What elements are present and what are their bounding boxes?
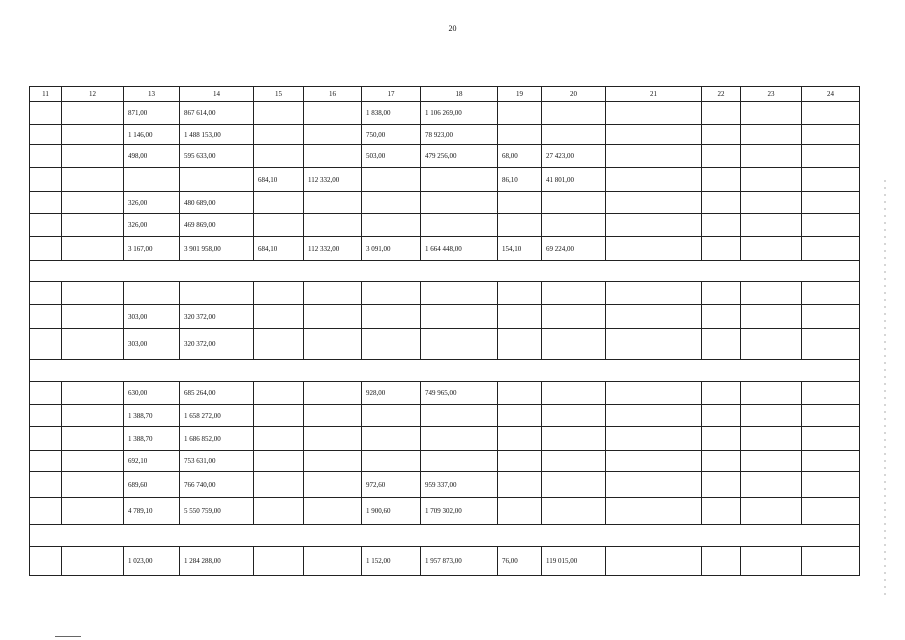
table-cell [30, 498, 62, 525]
table-cell: 689,60 [124, 472, 180, 498]
table-cell [606, 498, 702, 525]
table-cell [542, 427, 606, 451]
table-cell [498, 305, 542, 329]
table-cell [606, 472, 702, 498]
table-cell [62, 102, 124, 125]
table-cell [498, 329, 542, 360]
table-cell [702, 214, 741, 237]
table-cell [606, 305, 702, 329]
table-cell [542, 451, 606, 472]
table-cell [606, 282, 702, 305]
table-cell: 972,60 [362, 472, 421, 498]
table-cell [606, 214, 702, 237]
table-cell [254, 329, 304, 360]
table-cell: 119 015,00 [542, 547, 606, 576]
table-cell [741, 237, 802, 261]
table-cell: 78 923,00 [421, 125, 498, 145]
table-cell [421, 427, 498, 451]
table-cell [802, 145, 860, 168]
table-row [30, 282, 860, 305]
table-cell: 112 332,00 [304, 237, 362, 261]
column-number-header: 23 [741, 87, 802, 102]
table-cell [62, 427, 124, 451]
table-cell [702, 125, 741, 145]
table-cell [702, 427, 741, 451]
table-cell [702, 382, 741, 405]
table-cell [741, 125, 802, 145]
table-cell [62, 282, 124, 305]
table-cell [421, 282, 498, 305]
table-row [30, 237, 860, 261]
table-cell: 479 256,00 [421, 145, 498, 168]
table-cell [421, 192, 498, 214]
table-row [30, 451, 860, 472]
table-cell [702, 451, 741, 472]
table-cell [362, 329, 421, 360]
table-cell [30, 102, 62, 125]
table-cell: 503,00 [362, 145, 421, 168]
table-cell [62, 472, 124, 498]
table-cell [498, 427, 542, 451]
table-cell: 749 965,00 [421, 382, 498, 405]
table-cell [30, 145, 62, 168]
table-cell: 1 106 269,00 [421, 102, 498, 125]
column-number-header: 17 [362, 87, 421, 102]
table-cell [498, 102, 542, 125]
table-cell: 3 167,00 [124, 237, 180, 261]
table-cell: 928,00 [362, 382, 421, 405]
table-cell [498, 214, 542, 237]
table-cell: 303,00 [124, 305, 180, 329]
table-cell [304, 547, 362, 576]
table-cell [741, 427, 802, 451]
table-cell [741, 451, 802, 472]
table-cell [304, 382, 362, 405]
table-row [30, 427, 860, 451]
table-cell [498, 382, 542, 405]
table-cell [606, 192, 702, 214]
table-cell [702, 102, 741, 125]
column-number-header: 19 [498, 87, 542, 102]
table-cell [542, 498, 606, 525]
table-cell [62, 125, 124, 145]
table-cell [542, 102, 606, 125]
table-cell [741, 282, 802, 305]
table-cell [702, 282, 741, 305]
table-cell [254, 282, 304, 305]
table-cell [254, 451, 304, 472]
table-cell [30, 192, 62, 214]
table-cell [702, 329, 741, 360]
table-cell [606, 405, 702, 427]
table-cell [802, 214, 860, 237]
table-cell [421, 168, 498, 192]
table-cell [802, 472, 860, 498]
table-cell [421, 305, 498, 329]
table-cell [304, 305, 362, 329]
table-cell [254, 405, 304, 427]
table-cell: 469 869,00 [180, 214, 254, 237]
table-row [30, 547, 860, 576]
table-cell [542, 472, 606, 498]
table-cell [62, 214, 124, 237]
page-number: 20 [448, 24, 457, 33]
table-cell [741, 305, 802, 329]
table-cell: 303,00 [124, 329, 180, 360]
table-cell [304, 405, 362, 427]
table-cell: 959 337,00 [421, 472, 498, 498]
table-cell: 498,00 [124, 145, 180, 168]
table-cell [62, 192, 124, 214]
table-cell [254, 102, 304, 125]
table-cell [254, 145, 304, 168]
table-cell [606, 125, 702, 145]
table-cell [304, 498, 362, 525]
table-cell [30, 382, 62, 405]
table-cell [802, 168, 860, 192]
table-cell [741, 168, 802, 192]
table-cell [802, 498, 860, 525]
table-cell: 1 284 288,00 [180, 547, 254, 576]
table-cell [30, 405, 62, 427]
table-cell [542, 305, 606, 329]
table-cell: 154,10 [498, 237, 542, 261]
table-cell [606, 168, 702, 192]
table-cell [802, 382, 860, 405]
table-cell [304, 472, 362, 498]
table-cell [421, 451, 498, 472]
table-cell [741, 145, 802, 168]
table-cell [362, 451, 421, 472]
table-cell [802, 329, 860, 360]
table-cell [498, 125, 542, 145]
table-cell [254, 214, 304, 237]
table-cell [498, 405, 542, 427]
column-number-header: 13 [124, 87, 180, 102]
table-cell [741, 547, 802, 576]
table-cell: 1 709 302,00 [421, 498, 498, 525]
table-cell [62, 498, 124, 525]
table-row [30, 382, 860, 405]
table-cell [606, 427, 702, 451]
table-cell: 685 264,00 [180, 382, 254, 405]
table-cell [741, 214, 802, 237]
table-cell [62, 329, 124, 360]
table-cell [30, 125, 62, 145]
table-cell [542, 382, 606, 405]
column-number-header: 16 [304, 87, 362, 102]
table-cell [62, 405, 124, 427]
table-cell [741, 382, 802, 405]
table-cell: 3 091,00 [362, 237, 421, 261]
table-row [30, 192, 860, 214]
table-cell: 595 633,00 [180, 145, 254, 168]
table-cell: 1 957 873,00 [421, 547, 498, 576]
section-divider-cell [30, 525, 860, 547]
table-cell: 1 838,00 [362, 102, 421, 125]
table-cell [741, 472, 802, 498]
table-row [30, 125, 860, 145]
table-cell [741, 405, 802, 427]
table-cell [180, 282, 254, 305]
table-cell: 76,00 [498, 547, 542, 576]
table-cell [498, 498, 542, 525]
column-number-header: 15 [254, 87, 304, 102]
table-cell: 630,00 [124, 382, 180, 405]
table-cell [30, 472, 62, 498]
table-cell [606, 237, 702, 261]
table-cell [421, 329, 498, 360]
table-cell [802, 125, 860, 145]
table-cell [254, 382, 304, 405]
table-cell: 753 631,00 [180, 451, 254, 472]
table-cell [802, 405, 860, 427]
table-row [30, 472, 860, 498]
column-number-header: 22 [702, 87, 741, 102]
table-cell [702, 498, 741, 525]
table-cell: 41 801,00 [542, 168, 606, 192]
table-cell [498, 282, 542, 305]
table-cell [362, 427, 421, 451]
table-cell [421, 214, 498, 237]
column-number-header: 24 [802, 87, 860, 102]
table-cell [802, 282, 860, 305]
table-cell [702, 547, 741, 576]
table-cell: 326,00 [124, 214, 180, 237]
table-cell: 1 658 272,00 [180, 405, 254, 427]
column-number-header: 21 [606, 87, 702, 102]
table-cell [254, 547, 304, 576]
table-cell: 1 388,70 [124, 405, 180, 427]
section-divider-row [30, 360, 860, 382]
table-cell [606, 451, 702, 472]
table-cell [304, 102, 362, 125]
table-cell [362, 214, 421, 237]
section-divider-row [30, 261, 860, 282]
table-cell [30, 214, 62, 237]
table-row [30, 405, 860, 427]
table-cell [802, 451, 860, 472]
table-cell [802, 547, 860, 576]
table-cell [702, 192, 741, 214]
table-cell [802, 102, 860, 125]
table-cell [30, 282, 62, 305]
table-cell [362, 168, 421, 192]
table-cell: 1 686 852,00 [180, 427, 254, 451]
table-cell [802, 427, 860, 451]
table-cell [802, 305, 860, 329]
table-cell: 1 664 448,00 [421, 237, 498, 261]
table-cell [802, 237, 860, 261]
table-cell [702, 168, 741, 192]
table-cell [254, 192, 304, 214]
table-cell [542, 192, 606, 214]
table-cell: 320 372,00 [180, 329, 254, 360]
table-cell: 5 550 759,00 [180, 498, 254, 525]
table-cell [304, 282, 362, 305]
scan-mark [55, 636, 81, 637]
table-row [30, 305, 860, 329]
table-cell: 320 372,00 [180, 305, 254, 329]
table-cell [254, 472, 304, 498]
section-divider-row [30, 525, 860, 547]
table-cell [30, 451, 62, 472]
table-row [30, 329, 860, 360]
table-cell [30, 237, 62, 261]
table-cell [254, 305, 304, 329]
table-cell [30, 547, 62, 576]
table-cell [606, 145, 702, 168]
table-cell [606, 329, 702, 360]
table-cell [741, 498, 802, 525]
table-cell [542, 405, 606, 427]
column-number-header: 11 [30, 87, 62, 102]
table-cell: 692,10 [124, 451, 180, 472]
table-cell [702, 237, 741, 261]
table-row [30, 145, 860, 168]
table-cell: 3 901 958,00 [180, 237, 254, 261]
section-divider-cell [30, 360, 860, 382]
table-cell [606, 102, 702, 125]
table-cell [304, 145, 362, 168]
table-cell: 1 023,00 [124, 547, 180, 576]
table-cell: 326,00 [124, 192, 180, 214]
table-cell: 68,00 [498, 145, 542, 168]
table-cell [702, 305, 741, 329]
column-number-header: 18 [421, 87, 498, 102]
table-row [30, 214, 860, 237]
table-cell: 684,10 [254, 168, 304, 192]
table-cell [741, 102, 802, 125]
table-cell [62, 145, 124, 168]
table-cell [362, 305, 421, 329]
table-cell: 69 224,00 [542, 237, 606, 261]
table-cell: 4 789,10 [124, 498, 180, 525]
table-cell [254, 498, 304, 525]
table-cell [702, 405, 741, 427]
column-number-row [30, 87, 860, 102]
table-cell [498, 451, 542, 472]
table-cell: 86,10 [498, 168, 542, 192]
table-cell [304, 451, 362, 472]
table-cell [124, 282, 180, 305]
table-cell [606, 547, 702, 576]
table-cell: 1 152,00 [362, 547, 421, 576]
table-cell [62, 237, 124, 261]
table-row [30, 102, 860, 125]
table-cell [741, 329, 802, 360]
table-cell: 871,00 [124, 102, 180, 125]
section-divider-cell [30, 261, 860, 282]
table-cell: 1 146,00 [124, 125, 180, 145]
table-cell [304, 125, 362, 145]
table-cell: 867 614,00 [180, 102, 254, 125]
table-cell [124, 168, 180, 192]
table-cell [702, 145, 741, 168]
table-cell [62, 547, 124, 576]
table-cell [30, 329, 62, 360]
table-cell [30, 168, 62, 192]
table-cell [304, 214, 362, 237]
data-table [29, 86, 860, 576]
table-cell [180, 168, 254, 192]
table-cell [254, 125, 304, 145]
table-cell [362, 192, 421, 214]
table-cell [304, 329, 362, 360]
table-cell [542, 282, 606, 305]
table-cell [304, 192, 362, 214]
table-cell: 112 332,00 [304, 168, 362, 192]
table-row [30, 168, 860, 192]
table-cell [62, 305, 124, 329]
table-cell [498, 472, 542, 498]
table-cell: 27 423,00 [542, 145, 606, 168]
table-cell: 684,10 [254, 237, 304, 261]
table-cell [498, 192, 542, 214]
table-cell [421, 405, 498, 427]
table-cell [741, 192, 802, 214]
table-cell [606, 382, 702, 405]
table-cell [62, 451, 124, 472]
table-cell: 480 689,00 [180, 192, 254, 214]
table-cell [802, 192, 860, 214]
column-number-header: 20 [542, 87, 606, 102]
table-cell: 766 740,00 [180, 472, 254, 498]
scan-artifact [884, 180, 886, 600]
table-cell [304, 427, 362, 451]
table-cell [542, 214, 606, 237]
table-cell [362, 282, 421, 305]
table-cell [30, 305, 62, 329]
table-cell [362, 405, 421, 427]
table-cell: 1 388,70 [124, 427, 180, 451]
table-cell [62, 168, 124, 192]
table-cell [62, 382, 124, 405]
table-cell [702, 472, 741, 498]
table-cell [542, 329, 606, 360]
column-number-header: 12 [62, 87, 124, 102]
table-cell [30, 427, 62, 451]
column-number-header: 14 [180, 87, 254, 102]
table-row [30, 498, 860, 525]
table-cell [254, 427, 304, 451]
table-cell: 1 488 153,00 [180, 125, 254, 145]
table-cell: 1 900,60 [362, 498, 421, 525]
table-cell [542, 125, 606, 145]
table-cell: 750,00 [362, 125, 421, 145]
